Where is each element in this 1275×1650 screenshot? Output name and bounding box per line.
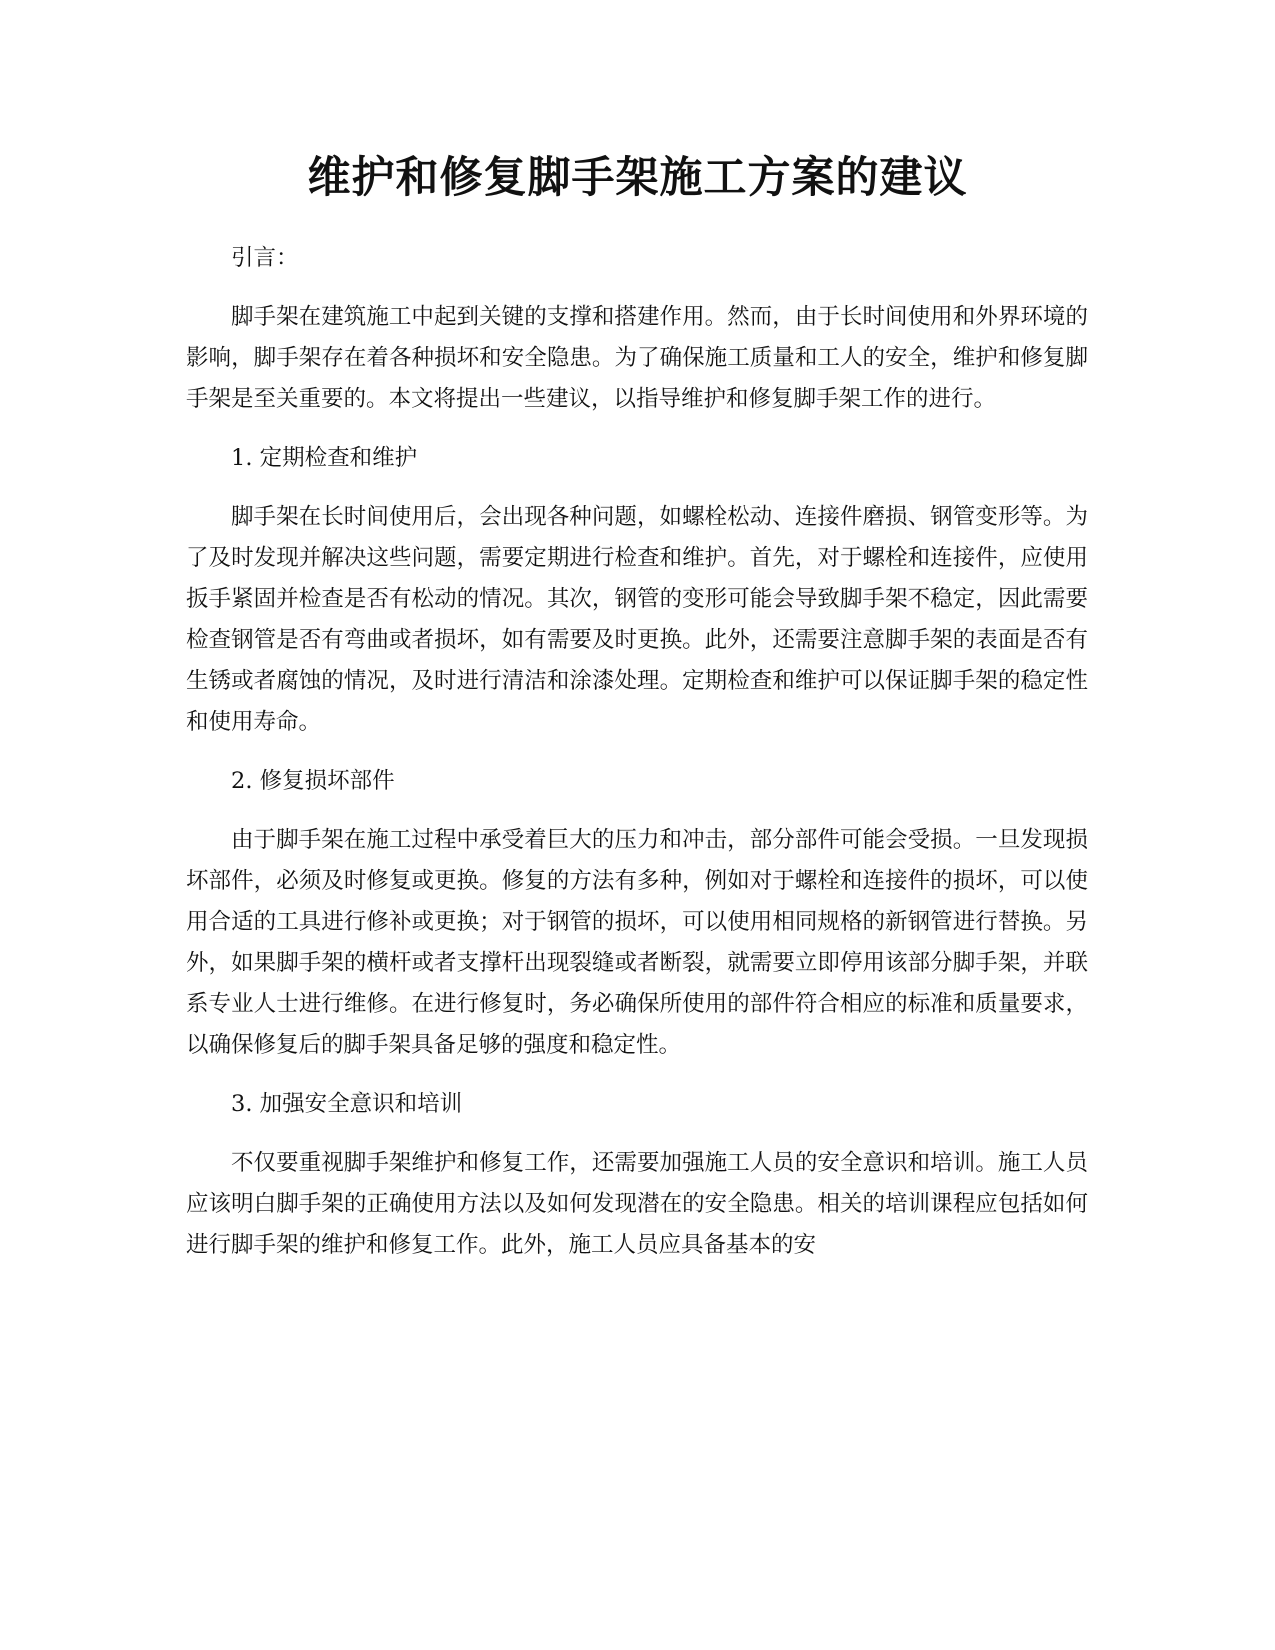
section-heading-2: 2. 修复损坏部件 — [231, 768, 395, 794]
section-body-3: 不仅要重视脚手架维护和修复工作，还需要加强施工人员的安全意识和培训。施工人员应该明白脚手架的正确使用方法以及如何发现潜在的安全隐患。相关的培训课程应包括如何进行脚手架的维护和修复工作。此外，施工人员应具备基本的安 — [186, 1150, 1088, 1258]
section-body-2: 由于脚手架在施工过程中承受着巨大的压力和冲击，部分部件可能会受损。一旦发现损坏部件，必须及时修复或更换。修复的方法有多种，例如对于螺栓和连接件的损坏，可以使用合适的工具进行修补或更换；对于钢管的损坏，可以使用相同规格的新钢管进行替换。另外，如果脚手架的横杆或者支撑杆出现裂缝或者断裂，就需要立即停用该部分脚手架，并联系专业人士进行维修。在进行修复时，务必确保所使用的部件符合相应的标准和质量要求，以确保修复后的脚手架具备足够的强度和稳定性。 — [186, 827, 1088, 1058]
section-heading-3: 3. 加强安全意识和培训 — [231, 1091, 463, 1117]
section-body-1: 脚手架在长时间使用后，会出现各种问题，如螺栓松动、连接件磨损、钢管变形等。为了及时发现并解决这些问题，需要定期进行检查和维护。首先，对于螺栓和连接件，应使用扳手紧固并检查是否有松动的情况。其次，钢管的变形可能会导致脚手架不稳定，因此需要检查钢管是否有弯曲或者损坏，如有需要及时更换。此外，还需要注意脚手架的表面是否有生锈或者腐蚀的情况，及时进行清洁和涂漆处理。定期检查和维护可以保证脚手架的稳定性和使用寿命。 — [186, 504, 1088, 735]
intro-paragraph: 脚手架在建筑施工中起到关键的支撑和搭建作用。然而，由于长时间使用和外界环境的影响，脚手架存在着各种损坏和安全隐患。为了确保施工质量和工人的安全，维护和修复脚手架是至关重要的。本文将提出一些建议，以指导维护和修复脚手架工作的进行。 — [186, 304, 1088, 412]
section-heading-1: 1. 定期检查和维护 — [231, 445, 418, 471]
intro-label: 引言： — [231, 245, 299, 271]
document-body — [186, 238, 1088, 1284]
document-title: 维护和修复脚手架施工方案的建议 — [307, 153, 968, 203]
